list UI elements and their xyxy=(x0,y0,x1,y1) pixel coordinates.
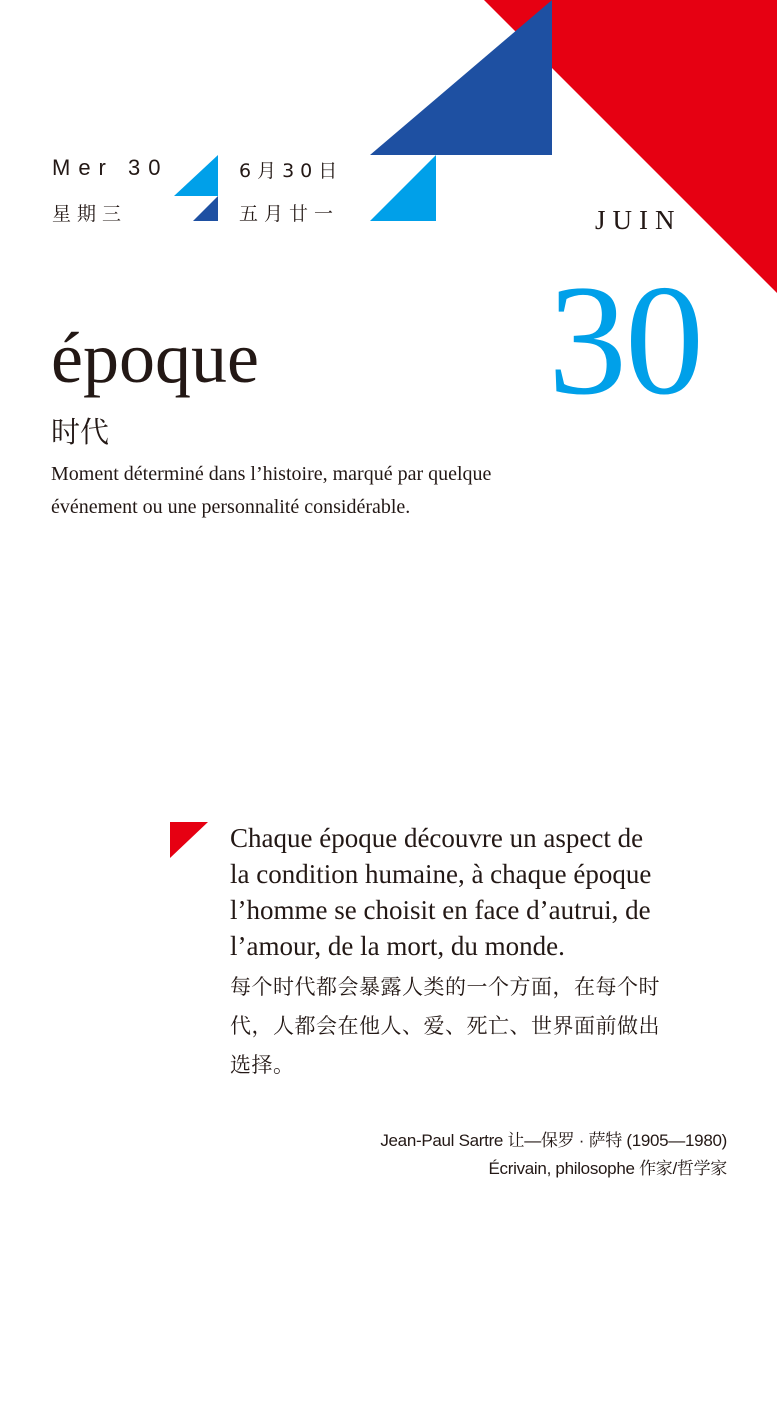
quote-line: l’homme se choisit en face d’autrui, de xyxy=(230,895,651,925)
day-number: 30 xyxy=(548,253,702,428)
lunar-date-chinese: 五月廿一 xyxy=(239,203,340,225)
quote-chinese xyxy=(230,968,735,1085)
headword-translation: 时代 xyxy=(51,415,110,449)
solar-date-chinese: 6月30日 xyxy=(239,160,344,182)
definition xyxy=(51,458,571,524)
dark-blue-date-triangle xyxy=(193,196,218,221)
light-blue-small-triangle-right xyxy=(370,155,436,221)
definition-line: Moment déterminé dans l’histoire, marqué par quelque xyxy=(51,463,492,485)
quote-cn-line: 代，人都会在他人、爱、死亡、世界面前做出 xyxy=(230,1014,660,1038)
quote-line: Chaque époque découvre un aspect de xyxy=(230,823,644,853)
quote-french xyxy=(230,820,730,964)
quote-cn-line: 每个时代都会暴露人类的一个方面，在每个时 xyxy=(230,975,660,999)
day-french: Mer 30 xyxy=(52,155,169,180)
quote-red-marker xyxy=(170,822,208,858)
light-blue-date-triangle xyxy=(174,155,218,196)
month-label: JUIN xyxy=(595,205,682,235)
author-name: Jean-Paul Sartre 让—保罗 · 萨特 (1905—1980) xyxy=(380,1131,727,1150)
dark-blue-large-triangle xyxy=(370,0,552,155)
definition-line: événement ou une personnalité considérable. xyxy=(51,496,411,518)
headword: époque xyxy=(51,318,259,398)
quote-line: l’amour, de la mort, du monde. xyxy=(230,931,565,961)
quote-cn-line: 选择。 xyxy=(230,1053,295,1077)
author-role: Écrivain, philosophe 作家/哲学家 xyxy=(488,1159,727,1178)
quote-line: la condition humaine, à chaque époque xyxy=(230,859,652,889)
attribution xyxy=(380,1127,727,1183)
weekday-chinese: 星期三 xyxy=(52,203,128,225)
